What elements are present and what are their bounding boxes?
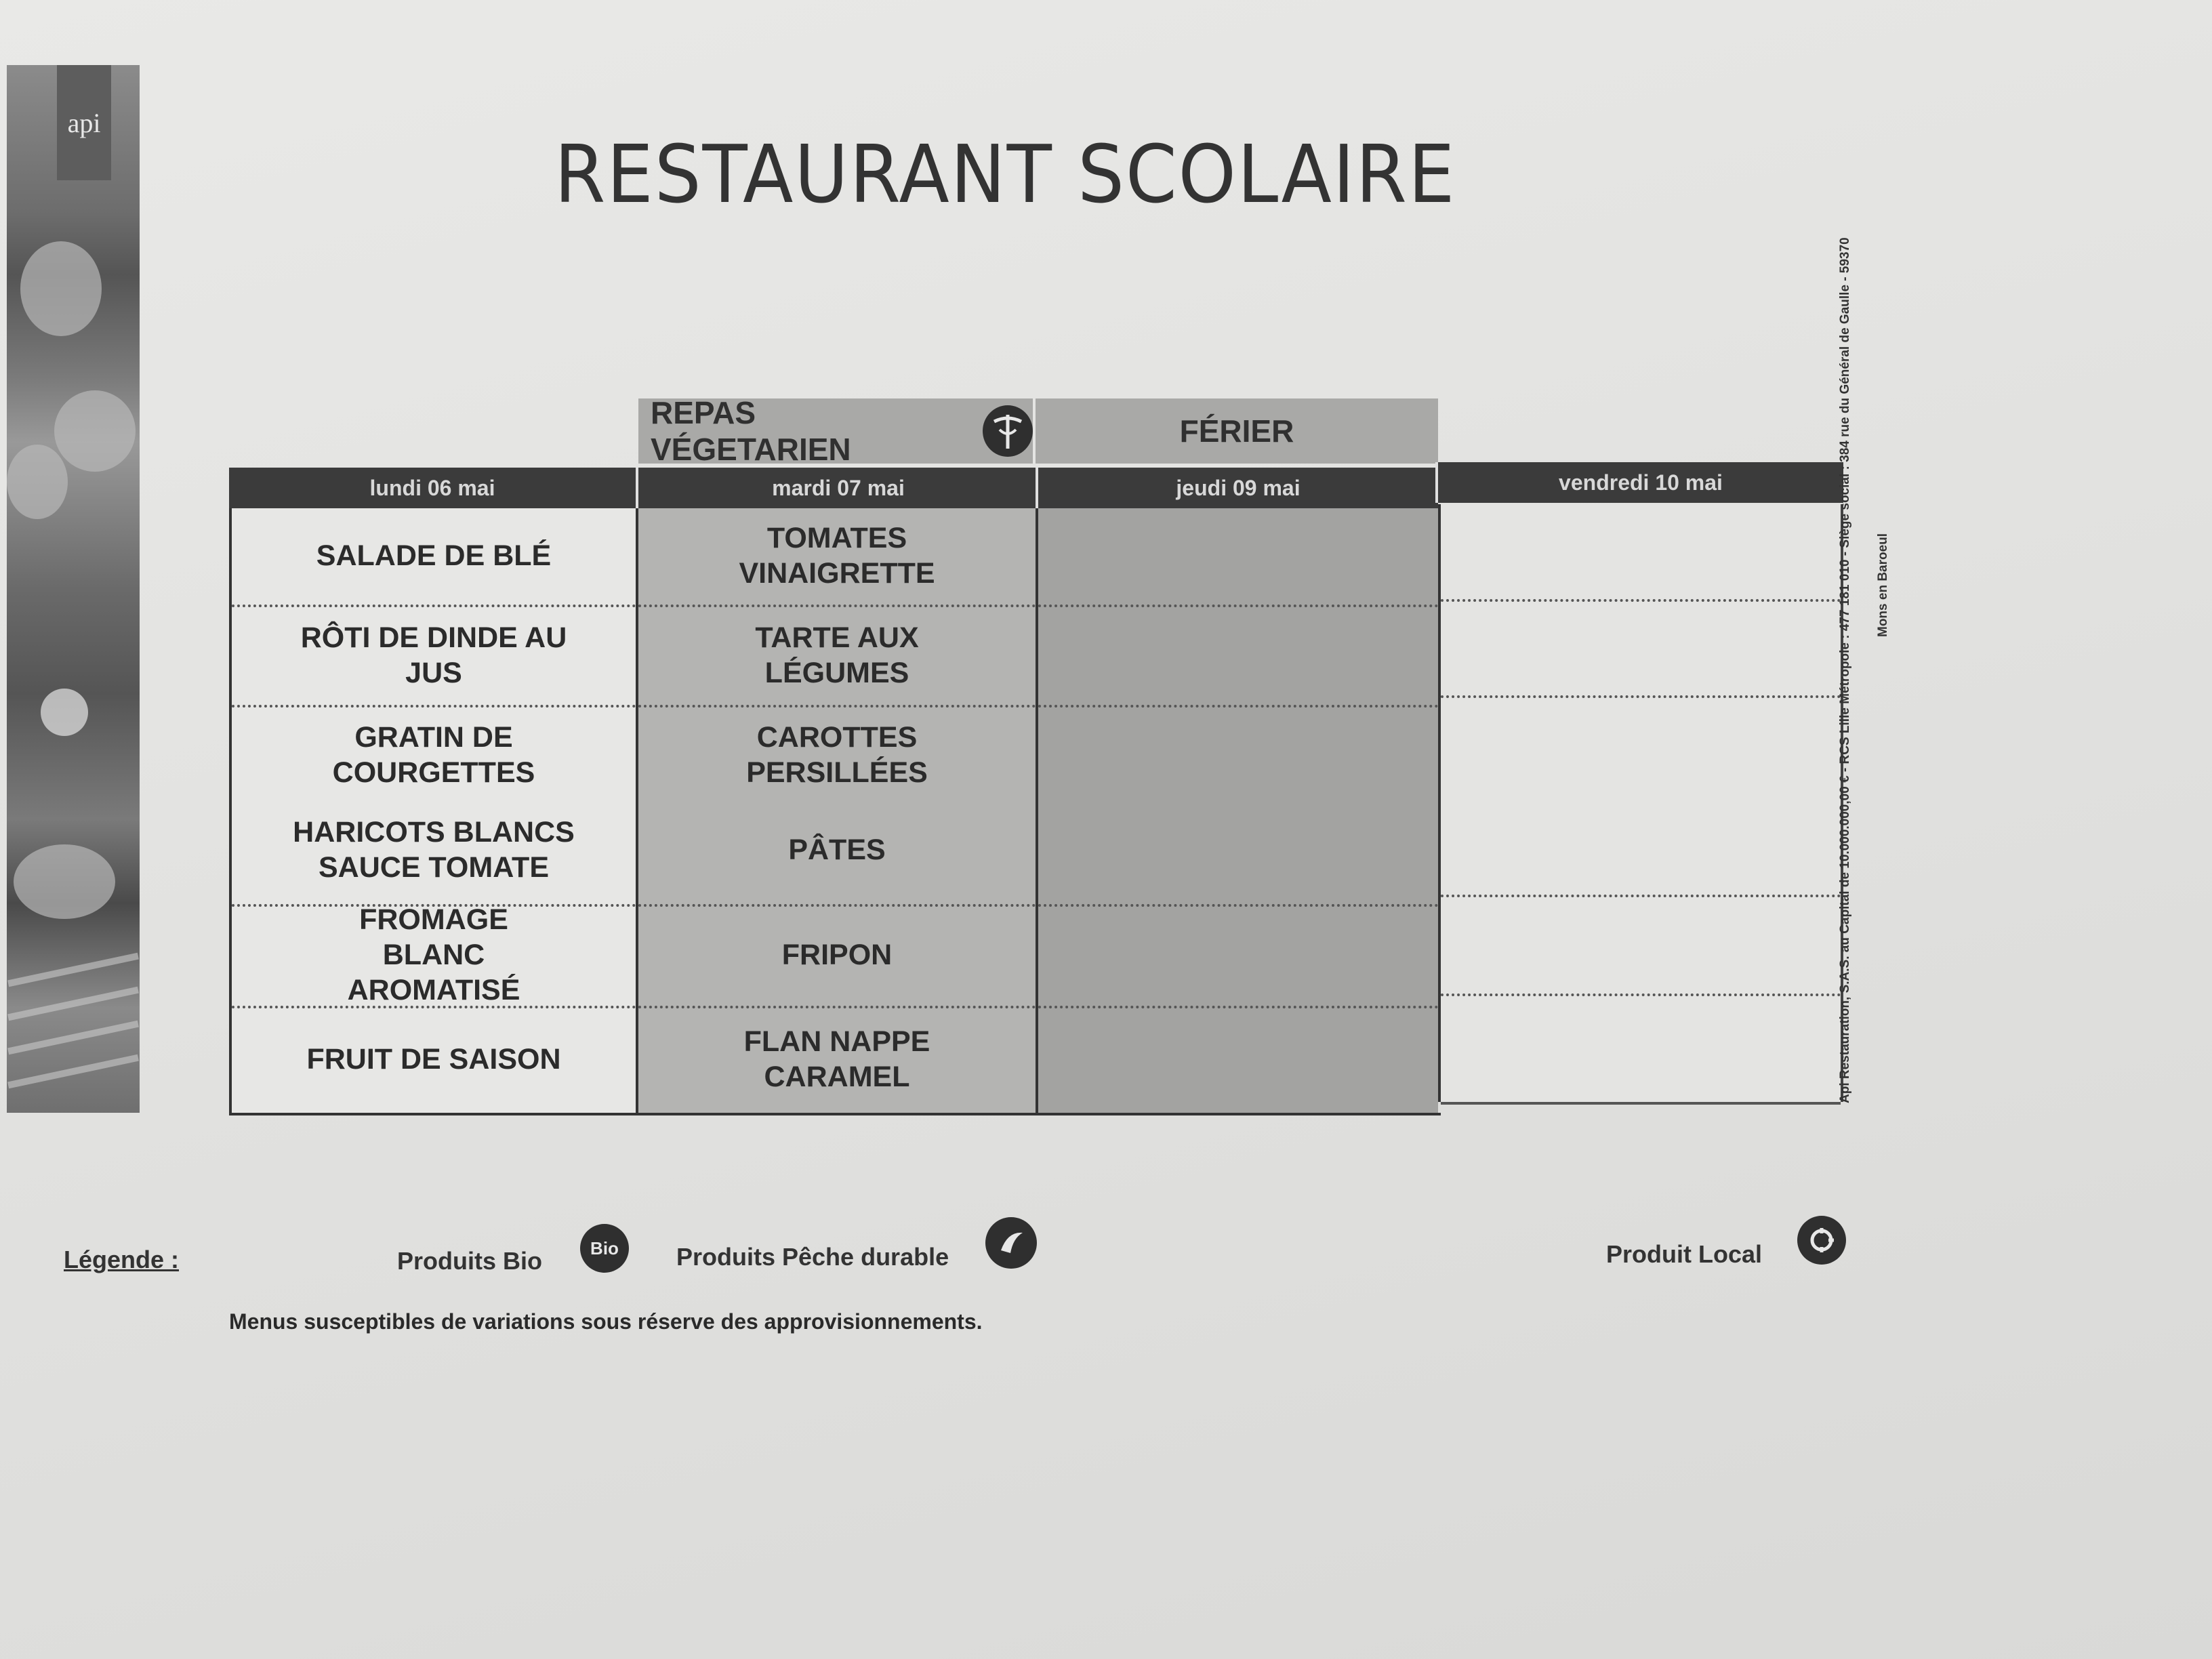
legal-mentions-city: Mons en Baroeul [1876,533,1890,637]
menu-item: RÔTI DE DINDE AU JUS [300,621,567,689]
logo-text: api [67,107,101,138]
menu-item: FROMAGE BLANC AROMATISÉ [347,903,520,1006]
fish-icon [985,1217,1037,1269]
bio-icon [580,1224,629,1273]
caduceus-icon [983,405,1033,457]
menu-item: TARTE AUX LÉGUMES [755,621,919,689]
menu-table [229,395,1841,1115]
menu-item: FRIPON [781,939,893,971]
menu-item: SALADE DE BLÉ [316,539,552,572]
menu-item: HARICOTS BLANCS SAUCE TOMATE [293,816,575,884]
legal-mentions: Api Restauration, S.A.S. au Capital de 10.000.000,00 € - RCS Lille Métropole : 477 181 010 - Siège social : 384 rue du Général de Gaulle - 59370 [1838,237,1852,1103]
tuesday-column [636,508,1036,1113]
vegetarian-header-label: REPAS VÉGETARIEN [651,395,851,467]
legend-label: Légende : [64,1246,180,1273]
menu-item: FRUIT DE SAISON [306,1043,561,1076]
menu-item: GRATIN DE COURGETTES [332,721,535,789]
menu-item: TOMATES VINAIGRETTE [739,522,935,590]
legend-bio-label: Produits Bio [397,1247,542,1275]
disclaimer: Menus susceptibles de variations sous réserve des approvisionnements. [229,1309,983,1334]
local-product-icon [1797,1216,1846,1265]
holiday-header [1036,398,1438,464]
bio-icon-text: Bio [590,1237,619,1258]
decorative-photo-strip [7,65,140,1113]
friday-column [1438,504,1843,1102]
legend-peche-label: Produits Pêche durable [676,1243,949,1271]
menu-item: FLAN NAPPE CARAMEL [743,1025,930,1093]
menu-item: CAROTTES PERSILLÉES [746,721,928,789]
vegetarian-header [638,395,1033,467]
day-header-tuesday: mardi 07 mai [636,468,1038,508]
page-title: RESTAURANT SCOLAIRE [554,127,1456,221]
holiday-header-label: FÉRIER [1179,413,1294,449]
legend-local-label: Produit Local [1606,1240,1763,1268]
menu-item: PÂTES [788,834,886,866]
monday-column [229,508,636,1113]
thursday-column [1036,508,1438,1113]
day-header-monday: lundi 06 mai [229,468,636,508]
day-header-thursday: jeudi 09 mai [1036,468,1438,508]
day-header-friday: vendredi 10 mai [1435,462,1843,503]
api-logo [57,65,111,180]
